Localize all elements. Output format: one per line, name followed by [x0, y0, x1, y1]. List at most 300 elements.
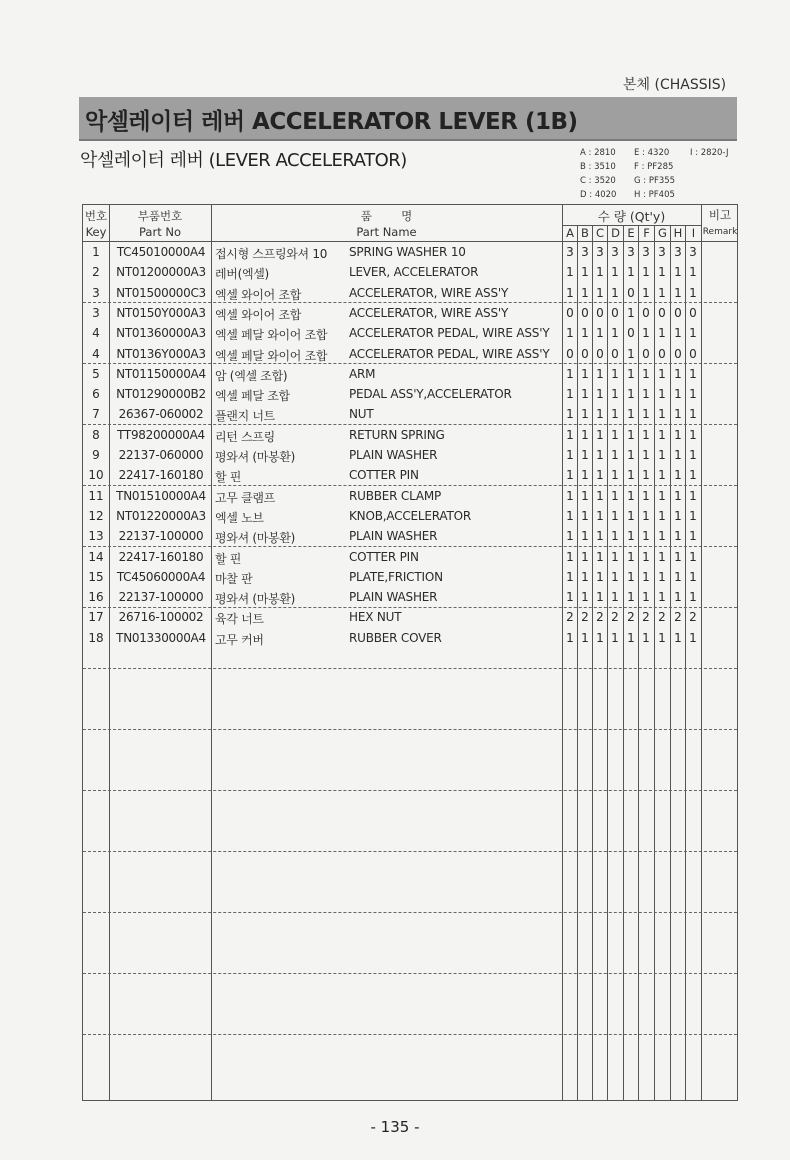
qty-cell: 1	[658, 488, 666, 503]
qty-cell: 1	[566, 488, 574, 503]
header-part-name-kr: 품 명	[360, 209, 413, 223]
key-cell: 15	[88, 569, 104, 584]
qty-cell: 1	[611, 265, 619, 280]
qty-cell: 1	[581, 407, 589, 422]
qty-cell: 1	[658, 508, 666, 523]
part-name-en-cell: COTTER PIN	[349, 549, 419, 564]
header-part-no-kr: 부품번호	[137, 209, 183, 223]
qty-cell: 1	[596, 265, 604, 280]
qty-cell: 2	[642, 610, 650, 625]
key-cell: 16	[88, 590, 104, 605]
qty-cell: 1	[581, 427, 589, 442]
qty-cell: 1	[658, 427, 666, 442]
table-row	[83, 283, 739, 303]
qty-cell: 0	[674, 346, 682, 361]
table-row	[83, 364, 739, 384]
model-code: A : 2810	[580, 148, 616, 158]
header-model-b: B	[581, 226, 589, 240]
page-subtitle: 악셀레이터 레버 (LEVER ACCELERATOR)	[80, 150, 407, 171]
qty-cell: 1	[596, 529, 604, 544]
part-number-cell: NT01500000C3	[116, 285, 206, 300]
qty-cell: 3	[642, 245, 650, 259]
qty-cell: 1	[627, 529, 635, 544]
part-name-en-cell: PLAIN WASHER	[349, 448, 438, 462]
qty-cell: 1	[674, 387, 682, 402]
qty-cell: 1	[596, 488, 604, 503]
qty-cell: 1	[658, 285, 666, 300]
part-name-kr-cell: 리턴 스프링	[215, 429, 275, 444]
qty-cell: 1	[581, 630, 589, 645]
qty-cell: 1	[596, 630, 604, 645]
qty-cell: 1	[658, 549, 666, 564]
qty-cell: 1	[689, 508, 697, 523]
part-name-en-cell: KNOB,ACCELERATOR	[349, 508, 471, 523]
part-name-kr-cell: 고무 클램프	[215, 490, 275, 505]
qty-cell: 1	[581, 326, 589, 341]
table-row	[83, 506, 739, 526]
header-model-g: G	[658, 226, 667, 240]
key-cell: 14	[88, 549, 104, 564]
qty-cell: 1	[674, 265, 682, 280]
key-cell: 8	[92, 427, 100, 442]
qty-cell: 1	[627, 569, 635, 584]
qty-cell: 1	[566, 549, 574, 564]
part-name-kr-cell: 육각 너트	[215, 612, 264, 627]
qty-cell: 3	[674, 245, 682, 259]
part-number-cell: 26367-060002	[118, 407, 204, 422]
qty-cell: 0	[566, 346, 574, 361]
part-number-cell: NT01290000B2	[116, 387, 206, 402]
model-code: E : 4320	[634, 148, 670, 158]
qty-cell: 3	[581, 245, 589, 259]
part-number-cell: TT98200000A4	[117, 427, 205, 442]
qty-cell: 1	[596, 448, 604, 462]
part-number-cell: 22137-060000	[118, 448, 204, 462]
qty-cell: 1	[596, 285, 604, 300]
qty-cell: 1	[674, 549, 682, 564]
qty-cell: 1	[674, 427, 682, 442]
table-row	[83, 425, 739, 445]
header-part-name-en: Part Name	[356, 225, 417, 239]
qty-cell: 1	[674, 407, 682, 422]
qty-cell: 1	[689, 448, 697, 462]
qty-cell: 1	[642, 630, 650, 645]
part-name-en-cell: ACCELERATOR, WIRE ASS'Y	[349, 305, 509, 320]
qty-cell: 1	[566, 427, 574, 442]
part-number-cell: TN01510000A4	[116, 488, 206, 503]
qty-cell: 1	[689, 387, 697, 402]
qty-cell: 2	[627, 610, 635, 625]
model-code: B : 3510	[580, 162, 616, 172]
qty-cell: 1	[596, 590, 604, 605]
qty-cell: 1	[566, 366, 574, 381]
qty-cell: 3	[689, 245, 697, 259]
table-row	[83, 567, 739, 587]
table-row	[83, 303, 739, 323]
qty-cell: 1	[689, 549, 697, 564]
qty-cell: 1	[674, 285, 682, 300]
qty-cell: 3	[596, 245, 604, 259]
qty-cell: 0	[674, 305, 682, 320]
header-remark-en: Remark	[702, 227, 738, 237]
qty-cell: 1	[674, 590, 682, 605]
part-number-cell: NT01360000A3	[116, 326, 206, 341]
qty-cell: 1	[674, 630, 682, 645]
qty-cell: 1	[581, 285, 589, 300]
qty-cell: 1	[642, 488, 650, 503]
key-cell: 12	[88, 508, 104, 523]
qty-cell: 1	[674, 326, 682, 341]
qty-cell: 0	[581, 346, 589, 361]
table-row	[83, 262, 739, 282]
qty-cell: 1	[627, 508, 635, 523]
qty-cell: 1	[627, 265, 635, 280]
qty-cell: 1	[689, 630, 697, 645]
header-qty: 수 량 (Qt'y)	[597, 209, 666, 224]
qty-cell: 1	[596, 366, 604, 381]
part-name-en-cell: ACCELERATOR PEDAL, WIRE ASS'Y	[349, 346, 550, 361]
qty-cell: 1	[627, 387, 635, 402]
qty-cell: 1	[689, 488, 697, 503]
qty-cell: 2	[566, 610, 574, 625]
qty-cell: 1	[674, 569, 682, 584]
table-row	[83, 526, 739, 546]
qty-cell: 3	[627, 245, 635, 259]
qty-cell: 1	[642, 387, 650, 402]
model-code: F : PF285	[634, 162, 674, 172]
qty-cell: 1	[658, 569, 666, 584]
section-header: 본체 (CHASSIS)	[623, 77, 727, 93]
qty-cell: 1	[581, 549, 589, 564]
qty-cell: 1	[566, 265, 574, 280]
qty-cell: 0	[581, 305, 589, 320]
part-number-cell: NT01200000A3	[116, 265, 206, 280]
header-model-f: F	[643, 226, 650, 240]
part-number-cell: NT01220000A3	[116, 508, 206, 523]
table-row	[83, 384, 739, 404]
qty-cell: 1	[674, 488, 682, 503]
qty-cell: 1	[596, 468, 604, 483]
part-name-en-cell: PLAIN WASHER	[349, 590, 438, 605]
key-cell: 2	[92, 265, 100, 280]
qty-cell: 1	[611, 387, 619, 402]
part-number-cell: TC45010000A4	[116, 245, 206, 259]
header-model-d: D	[611, 226, 620, 240]
part-name-kr-cell: 엑셀 페달 와이어 조합	[215, 348, 328, 363]
header-key-en: Key	[85, 225, 107, 239]
part-name-en-cell: RETURN SPRING	[349, 427, 445, 442]
part-name-kr-cell: 엑셀 노브	[215, 510, 264, 525]
part-name-kr-cell: 엑셀 와이어 조합	[215, 307, 302, 322]
part-name-en-cell: PLATE,FRICTION	[349, 569, 443, 584]
key-cell: 3	[92, 305, 100, 320]
qty-cell: 3	[566, 245, 574, 259]
part-name-en-cell: HEX NUT	[349, 610, 402, 625]
part-number-cell: TN01330000A4	[116, 630, 206, 645]
qty-cell: 2	[658, 610, 666, 625]
qty-cell: 2	[674, 610, 682, 625]
part-name-kr-cell: 엑셀 페달 조합	[215, 389, 290, 404]
part-name-kr-cell: 엑셀 와이어 조합	[215, 287, 302, 302]
qty-cell: 1	[611, 285, 619, 300]
qty-cell: 1	[689, 468, 697, 483]
part-name-en-cell: SPRING WASHER 10	[349, 245, 466, 259]
qty-cell: 1	[627, 590, 635, 605]
qty-cell: 1	[658, 590, 666, 605]
qty-cell: 1	[566, 448, 574, 462]
part-name-kr-cell: 평와셔 (마봉환)	[215, 450, 296, 464]
part-number-cell: NT01150000A4	[116, 366, 206, 381]
qty-cell: 1	[642, 427, 650, 442]
qty-cell: 1	[566, 569, 574, 584]
part-name-kr-cell: 평와셔 (마봉환)	[215, 531, 296, 546]
table-row	[83, 242, 739, 262]
qty-cell: 1	[658, 468, 666, 483]
part-number-cell: NT0136Y000A3	[116, 346, 206, 361]
qty-cell: 0	[658, 346, 666, 361]
qty-cell: 1	[611, 630, 619, 645]
part-name-kr-cell: 접시형 스프링와셔 10	[215, 247, 328, 261]
qty-cell: 1	[674, 448, 682, 462]
qty-cell: 1	[627, 366, 635, 381]
part-name-en-cell: PLAIN WASHER	[349, 529, 438, 544]
key-cell: 9	[92, 448, 100, 462]
qty-cell: 1	[611, 326, 619, 341]
header-key-kr: 번호	[84, 209, 108, 223]
part-name-en-cell: ACCELERATOR PEDAL, WIRE ASS'Y	[349, 326, 550, 341]
parts-table	[82, 204, 738, 1101]
qty-cell: 1	[611, 590, 619, 605]
qty-cell: 1	[611, 488, 619, 503]
qty-cell: 1	[658, 630, 666, 645]
header-part-no-en: Part No	[139, 225, 181, 239]
key-cell: 3	[92, 285, 100, 300]
page-number: - 135 -	[370, 1118, 420, 1136]
part-number-cell: 22137-100000	[118, 590, 204, 605]
key-cell: 17	[88, 610, 104, 625]
qty-cell: 1	[627, 630, 635, 645]
part-number-cell: NT0150Y000A3	[116, 305, 206, 320]
key-cell: 7	[92, 407, 100, 422]
qty-cell: 0	[596, 346, 604, 361]
qty-cell: 1	[658, 448, 666, 462]
part-name-en-cell: RUBBER COVER	[349, 630, 442, 645]
key-cell: 11	[88, 488, 104, 503]
qty-cell: 1	[627, 427, 635, 442]
part-name-kr-cell: 암 (엑셀 조합)	[215, 368, 288, 383]
qty-cell: 1	[566, 508, 574, 523]
qty-cell: 1	[566, 407, 574, 422]
part-name-en-cell: LEVER, ACCELERATOR	[349, 265, 479, 280]
qty-cell: 2	[581, 610, 589, 625]
qty-cell: 0	[611, 346, 619, 361]
qty-cell: 1	[611, 508, 619, 523]
qty-cell: 1	[642, 366, 650, 381]
qty-cell: 0	[611, 305, 619, 320]
qty-cell: 1	[642, 529, 650, 544]
qty-cell: 1	[689, 569, 697, 584]
key-cell: 4	[92, 326, 100, 341]
part-number-cell: 22137-100000	[118, 529, 204, 544]
part-name-kr-cell: 할 핀	[215, 470, 242, 485]
qty-cell: 1	[658, 326, 666, 341]
model-code: I : 2820-J	[690, 148, 729, 158]
model-code: D : 4020	[580, 190, 617, 200]
qty-cell: 1	[627, 549, 635, 564]
qty-cell: 1	[658, 366, 666, 381]
qty-cell: 1	[689, 326, 697, 341]
qty-cell: 1	[674, 366, 682, 381]
header-model-e: E	[627, 226, 635, 240]
part-name-en-cell: RUBBER CLAMP	[349, 488, 442, 503]
qty-cell: 3	[658, 245, 666, 259]
qty-cell: 1	[658, 265, 666, 280]
part-name-en-cell: NUT	[349, 407, 374, 422]
qty-cell: 1	[689, 590, 697, 605]
qty-cell: 1	[627, 448, 635, 462]
table-row	[83, 445, 739, 465]
qty-cell: 1	[642, 468, 650, 483]
qty-cell: 1	[642, 326, 650, 341]
qty-cell: 1	[642, 407, 650, 422]
qty-cell: 1	[627, 346, 635, 361]
qty-cell: 2	[611, 610, 619, 625]
qty-cell: 2	[689, 610, 697, 625]
part-name-kr-cell: 마찰 판	[215, 571, 253, 586]
qty-cell: 1	[642, 569, 650, 584]
part-name-kr-cell: 레버(엑셀)	[215, 267, 269, 282]
qty-cell: 1	[596, 407, 604, 422]
qty-cell: 1	[581, 448, 589, 462]
qty-cell: 1	[581, 529, 589, 544]
table-row	[83, 344, 739, 364]
table-row	[83, 547, 739, 567]
model-code: C : 3520	[580, 176, 616, 186]
part-number-cell: 26716-100002	[118, 610, 204, 625]
qty-cell: 1	[674, 529, 682, 544]
qty-cell: 1	[689, 265, 697, 280]
qty-cell: 1	[611, 448, 619, 462]
header-model-c: C	[595, 226, 605, 240]
part-name-en-cell: PEDAL ASS'Y,ACCELERATOR	[349, 387, 512, 402]
qty-cell: 1	[689, 427, 697, 442]
qty-cell: 1	[627, 407, 635, 422]
table-row	[83, 587, 739, 607]
qty-cell: 1	[689, 285, 697, 300]
key-cell: 4	[92, 346, 100, 361]
part-number-cell: TC45060000A4	[116, 569, 206, 584]
qty-cell: 1	[566, 590, 574, 605]
table-row	[83, 323, 739, 343]
qty-cell: 1	[596, 427, 604, 442]
part-number-cell: 22417-160180	[118, 549, 204, 564]
qty-cell: 1	[627, 468, 635, 483]
qty-cell: 1	[581, 508, 589, 523]
qty-cell: 0	[658, 305, 666, 320]
qty-cell: 1	[566, 468, 574, 483]
qty-cell: 0	[566, 305, 574, 320]
qty-cell: 1	[611, 427, 619, 442]
qty-cell: 0	[627, 326, 635, 341]
qty-cell: 1	[581, 265, 589, 280]
qty-cell: 1	[611, 529, 619, 544]
qty-cell: 3	[611, 245, 619, 259]
qty-cell: 1	[689, 366, 697, 381]
qty-cell: 1	[596, 508, 604, 523]
qty-cell: 1	[627, 488, 635, 503]
qty-cell: 1	[581, 590, 589, 605]
model-code: H : PF405	[634, 190, 675, 200]
qty-cell: 1	[642, 590, 650, 605]
qty-cell: 1	[658, 407, 666, 422]
header-model-i: I	[691, 226, 696, 240]
header-model-h: H	[673, 226, 683, 240]
header-remark-kr: 비고	[708, 208, 732, 222]
page-title: 악셀레이터 레버 ACCELERATOR LEVER (1B)	[85, 109, 578, 135]
qty-cell: 0	[627, 285, 635, 300]
qty-cell: 1	[658, 387, 666, 402]
key-cell: 6	[92, 387, 100, 402]
qty-cell: 1	[642, 508, 650, 523]
part-name-en-cell: ACCELERATOR, WIRE ASS'Y	[349, 285, 509, 300]
part-number-cell: 22417-160180	[118, 468, 204, 483]
qty-cell: 1	[596, 387, 604, 402]
qty-cell: 1	[566, 285, 574, 300]
qty-cell: 1	[566, 387, 574, 402]
qty-cell: 1	[674, 508, 682, 523]
table-row	[83, 404, 739, 424]
title-bar	[79, 97, 737, 141]
qty-cell: 1	[596, 549, 604, 564]
qty-cell: 1	[611, 549, 619, 564]
qty-cell: 1	[611, 366, 619, 381]
key-cell: 5	[92, 366, 100, 381]
key-cell: 1	[92, 245, 100, 259]
key-cell: 13	[88, 529, 104, 544]
qty-cell: 1	[689, 529, 697, 544]
qty-cell: 0	[689, 305, 697, 320]
qty-cell: 1	[566, 529, 574, 544]
qty-cell: 1	[581, 366, 589, 381]
qty-cell: 1	[596, 326, 604, 341]
qty-cell: 0	[689, 346, 697, 361]
table-row	[83, 607, 739, 627]
qty-cell: 1	[611, 569, 619, 584]
qty-cell: 1	[596, 569, 604, 584]
part-name-en-cell: ARM	[349, 366, 376, 381]
qty-cell: 1	[566, 630, 574, 645]
qty-cell: 1	[642, 549, 650, 564]
qty-cell: 0	[642, 346, 650, 361]
qty-cell: 2	[596, 610, 604, 625]
qty-cell: 1	[581, 468, 589, 483]
part-name-kr-cell: 엑셀 페달 와이어 조합	[215, 328, 328, 343]
qty-cell: 1	[642, 285, 650, 300]
qty-cell: 1	[611, 468, 619, 483]
qty-cell: 1	[566, 326, 574, 341]
qty-cell: 1	[627, 305, 635, 320]
qty-cell: 1	[689, 407, 697, 422]
qty-cell: 1	[581, 488, 589, 503]
key-cell: 18	[88, 630, 104, 645]
part-name-kr-cell: 플랜지 너트	[215, 409, 275, 424]
part-name-en-cell: COTTER PIN	[349, 468, 419, 483]
table-row	[83, 486, 739, 506]
qty-cell: 1	[642, 448, 650, 462]
part-name-kr-cell: 할 핀	[215, 551, 242, 566]
qty-cell: 1	[581, 569, 589, 584]
qty-cell: 0	[596, 305, 604, 320]
